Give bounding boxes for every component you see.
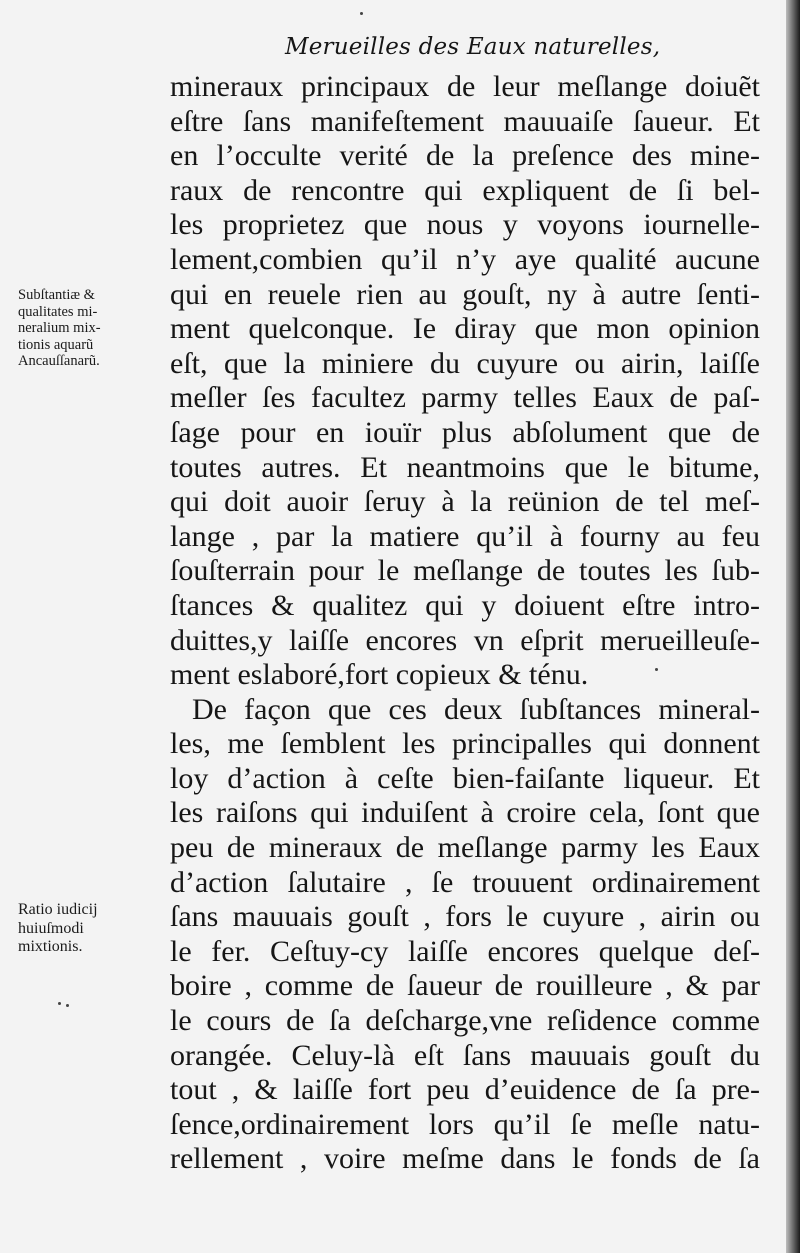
text-line: le cours de ſa deſcharge,vne reſidence comme xyxy=(170,1004,760,1038)
text-line: d’action ſalutaire , ſe trouuent ordinairement xyxy=(170,865,760,899)
page-gutter-shadow xyxy=(786,0,800,1253)
text-line: De façon que ces deux ſubſtances mineral- xyxy=(192,692,760,726)
text-line: peu de mineraux de meſlange parmy les Eaux xyxy=(170,831,760,865)
print-speck xyxy=(58,1002,61,1005)
text-line: qui en reuele rien au gouſt, ny à autre ſenti- xyxy=(170,277,760,311)
text-line: lange , par la matiere qu’il à fourny au feu xyxy=(170,519,760,553)
margin-note-line: tionis aquarũ xyxy=(18,336,94,353)
body-text xyxy=(170,70,760,1177)
text-line: ſtances & qualitez qui y doiuent eſtre intro- xyxy=(170,588,760,622)
text-line: ſence,ordinairement lors qu’il ſe meſle natu- xyxy=(170,1107,760,1141)
print-speck xyxy=(66,1004,69,1007)
text-line: boire , comme de ſaueur de rouilleure , & par xyxy=(170,969,760,1003)
text-line: raux de rencontre qui expliquent de ſi bel- xyxy=(170,173,760,207)
margin-note-line: qualitates mi- xyxy=(18,303,98,320)
text-line: ment quelconque. Ie diray que mon opinion xyxy=(170,312,760,346)
text-line: eſt, que la miniere du cuyure ou airin, laiſſe xyxy=(170,346,760,380)
text-line: orangée. Celuy-là eſt ſans mauuais gouſt du xyxy=(170,1038,760,1072)
text-line: rellement , voire meſme dans le fonds de ſa xyxy=(170,1142,760,1176)
text-line: loy d’action à ceſte bien-faiſante liqueur. Et xyxy=(170,761,760,795)
text-line: ſouſterrain pour le meſlange de toutes les ſub- xyxy=(170,554,760,588)
margin-note-ratio xyxy=(18,901,98,957)
text-line: toutes autres. Et neantmoins que le bitume, xyxy=(170,450,760,484)
text-line: les, me ſemblent les principalles qui donnent xyxy=(170,727,760,761)
text-line: les raiſons qui induiſent à croire cela, ſont que xyxy=(170,796,760,830)
text-line: eſtre ſans manifeſtement mauuaiſe ſaueur. Et xyxy=(170,104,760,138)
text-line: meſler ſes facultez parmy telles Eaux de paſ- xyxy=(170,381,760,415)
margin-note-line: Subſtantiæ & xyxy=(18,287,95,303)
running-head: Merueilles des Eaux naturelles, xyxy=(285,34,661,60)
text-line: ment eslaboré,fort copieux & ténu. xyxy=(170,658,589,692)
margin-note-substantiae xyxy=(18,287,101,370)
print-speck xyxy=(655,668,658,671)
text-line: lement,combien qu’il n’y aye qualité aucune xyxy=(170,242,760,276)
margin-note-line: neralium mix- xyxy=(18,320,101,337)
margin-note-line: mixtionis. xyxy=(18,938,83,955)
margin-note-line: Ancauſſanarũ. xyxy=(18,353,100,370)
text-line: en l’occulte verité de la preſence des mine- xyxy=(170,139,760,173)
print-speck xyxy=(360,12,363,15)
text-line: ſans mauuais gouſt , fors le cuyure , airin ou xyxy=(170,900,760,934)
text-line: les proprietez que nous y voyons iournelle- xyxy=(170,208,760,242)
text-line: mineraux principaux de leur meſlange doiuẽt xyxy=(170,70,760,103)
margin-note-line: Ratio iudicij xyxy=(18,901,98,918)
text-line: tout , & laiſſe fort peu d’euidence de ſa pre- xyxy=(170,1073,760,1107)
margin-note-line: huiuſmodi xyxy=(18,919,84,937)
text-line: duittes,y laiſſe encores vn eſprit merueilleuſe- xyxy=(170,623,760,657)
text-line: ſage pour en iouïr plus abſolument que de xyxy=(170,415,760,449)
text-line: qui doit auoir ſeruy à la reünion de tel meſ- xyxy=(170,485,760,519)
text-line: le fer. Ceſtuy-cy laiſſe encores quelque deſ- xyxy=(170,934,760,968)
